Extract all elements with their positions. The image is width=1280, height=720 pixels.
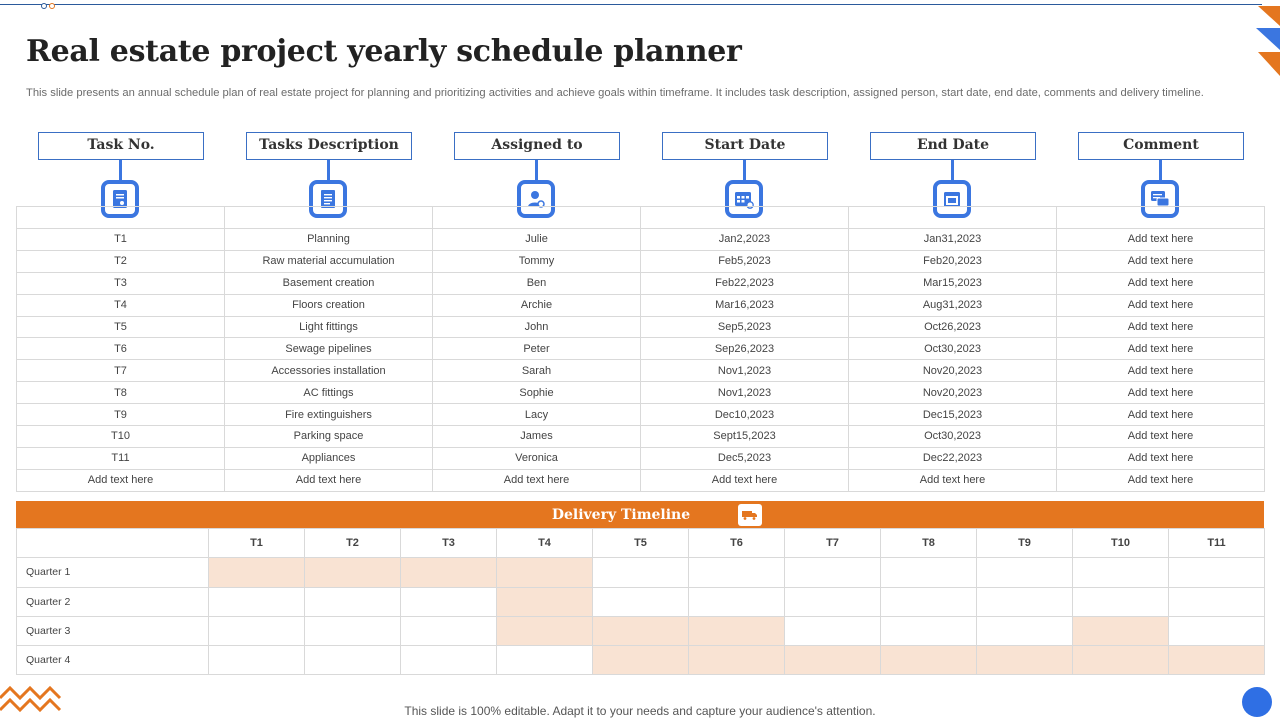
table-cell: Oct26,2023	[849, 316, 1057, 338]
timeline-cell	[1169, 558, 1265, 587]
column-header-label: Tasks Description	[246, 132, 412, 160]
timeline-cell	[881, 558, 977, 587]
table-cell: AC fittings	[225, 382, 433, 404]
timeline-cell	[593, 558, 689, 587]
timeline-cell	[209, 558, 305, 587]
table-cell: Add text here	[1057, 338, 1265, 360]
page-title: Real estate project yearly schedule planner	[26, 34, 742, 69]
table-cell: Add text here	[17, 469, 225, 491]
table-cell: T1	[17, 229, 225, 251]
table-cell: Oct30,2023	[849, 338, 1057, 360]
blue-circle-decoration	[1242, 687, 1272, 717]
delivery-timeline-table	[16, 528, 1265, 675]
table-row	[17, 294, 1265, 316]
table-cell: Add text here	[1057, 316, 1265, 338]
timeline-cell	[785, 587, 881, 616]
timeline-cell	[1073, 558, 1169, 587]
timeline-cell	[881, 616, 977, 645]
table-cell: Light fittings	[225, 316, 433, 338]
table-cell: Basement creation	[225, 272, 433, 294]
timeline-cell	[689, 587, 785, 616]
table-cell: T11	[17, 447, 225, 469]
table-cell: Ben	[433, 272, 641, 294]
table-cell: Add text here	[1057, 229, 1265, 251]
table-row	[17, 272, 1265, 294]
timeline-cell	[689, 616, 785, 645]
table-cell: Sophie	[433, 382, 641, 404]
table-cell: Add text here	[225, 469, 433, 491]
timeline-quarter-row	[17, 558, 1265, 587]
table-cell: James	[433, 426, 641, 448]
table-row	[17, 404, 1265, 426]
table-cell: Feb22,2023	[641, 272, 849, 294]
table-cell: Fire extinguishers	[225, 404, 433, 426]
table-cell: Aug31,2023	[849, 294, 1057, 316]
table-row	[17, 250, 1265, 272]
timeline-task-header: T8	[881, 529, 977, 558]
timeline-cell	[305, 616, 401, 645]
timeline-cell	[1169, 646, 1265, 675]
timeline-cell	[305, 587, 401, 616]
table-cell: Mar15,2023	[849, 272, 1057, 294]
footer-note: This slide is 100% editable. Adapt it to your needs and capture your audience's attention.	[404, 704, 876, 718]
table-cell: Appliances	[225, 447, 433, 469]
table-cell: T6	[17, 338, 225, 360]
timeline-cell	[593, 587, 689, 616]
table-cell: John	[433, 316, 641, 338]
corner-decoration	[1254, 0, 1280, 80]
timeline-cell	[689, 558, 785, 587]
connector-line	[951, 160, 954, 180]
timeline-cell	[785, 616, 881, 645]
table-cell: Raw material accumulation	[225, 250, 433, 272]
table-cell: Veronica	[433, 447, 641, 469]
table-cell: Mar16,2023	[641, 294, 849, 316]
timeline-cell	[401, 616, 497, 645]
timeline-cell	[497, 616, 593, 645]
timeline-cell	[977, 587, 1073, 616]
connector-line	[743, 160, 746, 180]
table-row	[17, 316, 1265, 338]
timeline-quarter-row	[17, 646, 1265, 675]
page-subtitle: This slide presents an annual schedule plan of real estate project for planning and prioritizing activities and achieve goals within timeframe. It includes task description, assigned person, start date, end date, comments and delivery timeline.	[26, 87, 1204, 99]
table-cell: Nov1,2023	[641, 382, 849, 404]
table-cell: Peter	[433, 338, 641, 360]
timeline-cell	[497, 558, 593, 587]
table-cell: T10	[17, 426, 225, 448]
timeline-cell	[209, 646, 305, 675]
top-dots-decoration	[40, 1, 60, 11]
table-cell: Parking space	[225, 426, 433, 448]
table-cell: Sept15,2023	[641, 426, 849, 448]
timeline-cell	[401, 587, 497, 616]
table-cell: Julie	[433, 229, 641, 251]
table-cell: Add text here	[1057, 294, 1265, 316]
connector-line	[1159, 160, 1162, 180]
table-cell: Jan2,2023	[641, 229, 849, 251]
timeline-cell	[881, 646, 977, 675]
timeline-cell	[689, 646, 785, 675]
table-cell: Dec22,2023	[849, 447, 1057, 469]
table-header-spacer-row	[17, 207, 1265, 229]
table-row	[17, 426, 1265, 448]
table-cell: T7	[17, 360, 225, 382]
table-cell: Add text here	[1057, 250, 1265, 272]
table-cell: Dec5,2023	[641, 447, 849, 469]
table-cell: Planning	[225, 229, 433, 251]
timeline-cell	[209, 587, 305, 616]
table-cell: Add text here	[849, 469, 1057, 491]
table-cell: T9	[17, 404, 225, 426]
timeline-cell	[593, 616, 689, 645]
timeline-task-header: T11	[1169, 529, 1265, 558]
table-cell: Floors creation	[225, 294, 433, 316]
timeline-cell	[977, 558, 1073, 587]
table-cell: Nov1,2023	[641, 360, 849, 382]
table-cell: Add text here	[1057, 272, 1265, 294]
timeline-cell	[1169, 616, 1265, 645]
connector-line	[327, 160, 330, 180]
table-cell: Feb20,2023	[849, 250, 1057, 272]
delivery-timeline-header	[16, 501, 1264, 528]
column-header-label: Task No.	[38, 132, 204, 160]
timeline-task-header: T2	[305, 529, 401, 558]
timeline-cell	[209, 616, 305, 645]
table-cell: Oct30,2023	[849, 426, 1057, 448]
table-cell: Jan31,2023	[849, 229, 1057, 251]
table-cell: Add text here	[641, 469, 849, 491]
table-cell: Add text here	[1057, 382, 1265, 404]
table-row	[17, 338, 1265, 360]
timeline-task-header: T5	[593, 529, 689, 558]
table-cell: T4	[17, 294, 225, 316]
timeline-quarter-row	[17, 616, 1265, 645]
timeline-task-header: T7	[785, 529, 881, 558]
timeline-cell	[401, 646, 497, 675]
timeline-cell	[1073, 646, 1169, 675]
truck-icon	[738, 504, 762, 526]
table-row	[17, 447, 1265, 469]
table-cell: Add text here	[1057, 469, 1265, 491]
column-header-label: Comment	[1078, 132, 1244, 160]
table-cell: Tommy	[433, 250, 641, 272]
timeline-corner-cell	[17, 529, 209, 558]
top-rule	[0, 4, 1262, 5]
timeline-cell	[977, 646, 1073, 675]
timeline-cell	[1073, 587, 1169, 616]
table-cell: Add text here	[1057, 360, 1265, 382]
timeline-cell	[497, 646, 593, 675]
column-header-label: Start Date	[662, 132, 828, 160]
quarter-label: Quarter 4	[17, 646, 209, 675]
table-cell: Add text here	[1057, 404, 1265, 426]
table-row	[17, 382, 1265, 404]
table-cell: T2	[17, 250, 225, 272]
table-cell: Sewage pipelines	[225, 338, 433, 360]
table-cell: Sep26,2023	[641, 338, 849, 360]
column-header-label: End Date	[870, 132, 1036, 160]
table-cell: Sarah	[433, 360, 641, 382]
timeline-cell	[785, 558, 881, 587]
timeline-task-header: T3	[401, 529, 497, 558]
table-row	[17, 229, 1265, 251]
timeline-task-header: T10	[1073, 529, 1169, 558]
timeline-cell	[1073, 616, 1169, 645]
quarter-label: Quarter 3	[17, 616, 209, 645]
table-cell: T3	[17, 272, 225, 294]
timeline-header-row	[17, 529, 1265, 558]
table-row	[17, 469, 1265, 491]
timeline-task-header: T4	[497, 529, 593, 558]
table-cell: Lacy	[433, 404, 641, 426]
table-cell: Archie	[433, 294, 641, 316]
timeline-cell	[401, 558, 497, 587]
table-cell: Add text here	[1057, 447, 1265, 469]
table-cell: Feb5,2023	[641, 250, 849, 272]
timeline-cell	[1169, 587, 1265, 616]
timeline-cell	[497, 587, 593, 616]
timeline-cell	[785, 646, 881, 675]
timeline-cell	[881, 587, 977, 616]
tasks-table	[16, 206, 1265, 492]
quarter-label: Quarter 2	[17, 587, 209, 616]
timeline-cell	[593, 646, 689, 675]
column-header-label: Assigned to	[454, 132, 620, 160]
table-cell: Sep5,2023	[641, 316, 849, 338]
table-cell: T5	[17, 316, 225, 338]
table-cell: Nov20,2023	[849, 360, 1057, 382]
timeline-task-header: T1	[209, 529, 305, 558]
table-cell: T8	[17, 382, 225, 404]
timeline-cell	[977, 616, 1073, 645]
quarter-label: Quarter 1	[17, 558, 209, 587]
table-cell: Add text here	[433, 469, 641, 491]
connector-line	[119, 160, 122, 180]
table-row	[17, 360, 1265, 382]
delivery-timeline-title: Delivery Timeline	[551, 507, 691, 523]
table-cell: Nov20,2023	[849, 382, 1057, 404]
table-cell: Add text here	[1057, 426, 1265, 448]
timeline-quarter-row	[17, 587, 1265, 616]
connector-line	[535, 160, 538, 180]
timeline-task-header: T9	[977, 529, 1073, 558]
timeline-cell	[305, 646, 401, 675]
timeline-cell	[305, 558, 401, 587]
table-cell: Dec15,2023	[849, 404, 1057, 426]
timeline-task-header: T6	[689, 529, 785, 558]
table-cell: Accessories installation	[225, 360, 433, 382]
table-cell: Dec10,2023	[641, 404, 849, 426]
